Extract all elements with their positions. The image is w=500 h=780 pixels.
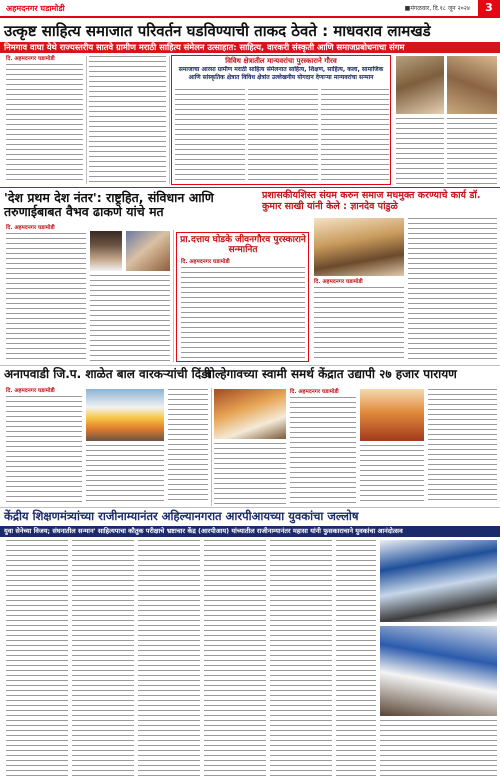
story6-text-col-3 [428,389,497,504]
story3-text [181,267,305,359]
award-sidebar-subtitle: समाजाचा आरसा ग्रामीण मराठी साहित्य संमेलनात साहित्य, शिक्षण, साहित्य, कला, सामाजिक आणि सांस्कृतिक क्षेत्रात विविध क्षेत्रांत उल्लेखनीय योगदान देणाऱ्या मान्यवरांचा सन्मान [178,66,384,81]
main-subheadline-band: निमगाव वाघा येथे राज्यस्तरीय सातवे ग्रामीण मराठी साहित्य संमेलन उत्साहात: साहित्य, वारकरी संस्कृती आणि समाजप्रबोधनाचा संगम [0,42,500,53]
story7-text-col-5 [270,540,332,776]
story7-text-col-6 [336,540,376,776]
story7-headline: केंद्रीय शिक्षणमंत्र्यांच्या राजीनाम्यानंतर अहिल्यानगरात आरपीआयच्या युवकांचा जल्लोष [4,509,359,523]
story6-text-col-2 [360,445,424,504]
section-divider [0,365,500,366]
page-number: 3 [478,0,500,16]
event-photo [447,56,497,114]
issue-date: ■मंगळवार, दि.१८ जून २०२४ [404,5,470,12]
story5-text-col-1 [6,396,82,504]
award-sidebar-title: विविध क्षेत्रातील मान्यवरांचा पुरस्काराने गौरव [225,57,337,65]
ceremony-photo [314,218,404,276]
group-photo [126,231,170,271]
column-rule [211,388,212,506]
story6-byline: दि. अहमदनगर घडामोडी [290,389,339,395]
award-sidebar [171,55,391,185]
brand-name: अहमदनगर घडामोडी [6,4,65,13]
puja-photo [360,389,424,441]
story4-text-col-1 [314,287,404,362]
samarth-photo [214,389,286,439]
section-divider [0,187,500,188]
story7-text-col-7 [380,720,497,776]
story5-text-col-2 [86,445,164,504]
story4-byline: दि. अहमदनगर घडामोडी [314,279,363,285]
lead-text-col-2 [89,56,166,184]
story2-text-col-2 [90,275,170,361]
award-text-col-3 [321,89,389,183]
award-text-col-2 [248,89,318,183]
story3-box [176,232,309,362]
rpi-celebration-photo [380,626,497,716]
story3-headline: प्रा.दत्ताय घोडके जीवनगौरव पुरस्काराने सन्मानित [180,235,306,256]
story7-text-col-3 [138,540,200,776]
story5-text-col-3 [168,389,208,504]
lead-byline: दि. अहमदनगर घडामोडी [6,56,55,62]
story2-byline: दि. अहमदनगर घडामोडी [6,225,55,231]
story7-text-col-1 [6,540,68,776]
photo-story-text [396,118,444,184]
column-rule [86,56,87,184]
story7-text-col-2 [72,540,134,776]
story4-headline: प्रशासकीयशिस्त संयम करुन समाज मधमुक्त करण्याचे कार्य डॉ. कुमार साखी यांनी केले : ज्ञानदेव पांडुळे [262,190,481,212]
story6-headline: बोल्हेगावच्या स्वामी समर्थ केंद्रात उद्यापी २७ हजार पारायण [205,367,457,381]
column-rule [169,56,170,184]
story2-text-col-1 [6,233,86,361]
column-rule [173,230,174,362]
award-text-col-1 [175,89,245,183]
story5-headline: अनापवाडी जि.प. शाळेत बाल वारकऱ्यांची दिंडी [4,367,211,381]
event-photo [396,56,444,114]
story6-text-col-0 [214,443,286,504]
dindi-photo [86,389,164,441]
story7-band: युवा सेनेच्या विजय; संघनातील सन्मान' साहित्यपाचा कौतुक परीक्षाचे भ्रष्टाचार केंद्र (आरपीआय) यांच्यातील राजीनाम्यानंतर महासा यांनी फुसकाराचाने युवकांचा आनंदोत्सव [0,526,500,537]
photo-story-text [447,118,497,184]
rpi-celebration-photo [380,540,497,622]
story4-text-col-2 [408,218,497,362]
story2-headline: 'देश प्रथम देश नंतर': राष्ट्रहित, संविधान आणि तरुणाईबाबत वैभव ढाकणे यांचे मत [4,190,214,220]
story6-text-col-1 [290,397,356,504]
main-headline: उत्कृष्ट साहित्य समाजात परिवर्तन घडविण्याची ताकद ठेवते : माधवराव लामखडे [4,22,431,40]
lead-text-col-1 [6,64,83,182]
story5-byline: दि. अहमदनगर घडामोडी [6,388,55,394]
portrait-photo [90,231,122,271]
masthead [0,0,500,18]
section-divider [0,507,500,508]
story3-byline: दि. अहमदनगर घडामोडी [181,259,230,265]
story7-text-col-4 [204,540,266,776]
